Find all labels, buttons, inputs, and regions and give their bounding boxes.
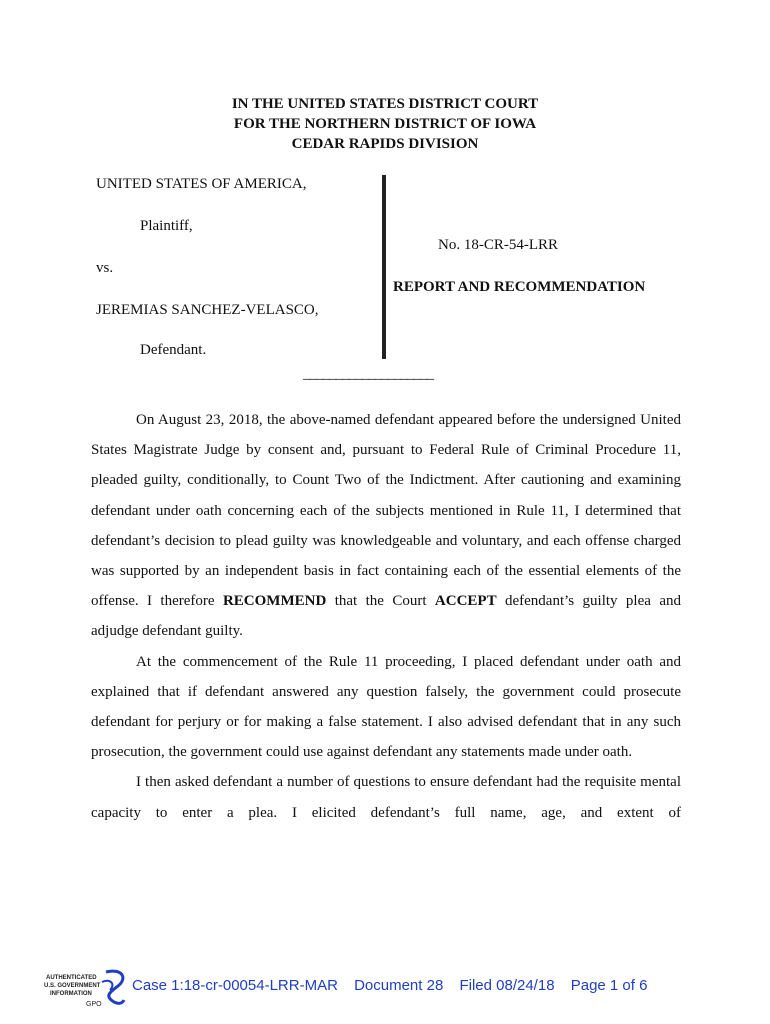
paragraph-1-text-b: that the Court bbox=[326, 593, 435, 610]
paragraph-1-text-c: defendant’s guilty plea and adjudge defendant guilty. bbox=[91, 593, 681, 640]
court-header bbox=[0, 94, 770, 154]
paragraph-1-text-a: On August 23, 2018, the above-named defendant appeared before the undersigned United States Magistrate Judge by consent and, pursuant to Federal Rule of Criminal Procedure 11, pleaded guilty, conditionally, to Count Two of the Indictment. After cautioning and examining defendant under oath concerning each of the subjects mentioned in Rule 11, I determined that defendant’s decision to plead guilty was knowledgeable and voluntary, and each offense charged was supported by an independent basis in fact containing each of the essential elements of the offense. I therefore bbox=[91, 412, 681, 610]
gpo-authentication-seal-icon bbox=[44, 966, 130, 1010]
court-header-line1: IN THE UNITED STATES DISTRICT COURT bbox=[231, 96, 539, 112]
document-body bbox=[91, 405, 681, 828]
svg-text:GPO: GPO bbox=[86, 1001, 102, 1008]
caption-separator: ____________________ bbox=[303, 366, 433, 382]
defendant-role: Defendant. bbox=[140, 342, 207, 358]
paragraph-1 bbox=[91, 405, 681, 647]
defendant-name: JEREMIAS SANCHEZ-VELASCO, bbox=[96, 302, 319, 318]
case-number: No. 18-CR-54-LRR bbox=[438, 237, 558, 253]
versus-label: vs. bbox=[96, 260, 114, 276]
document-title: REPORT AND RECOMMENDATION bbox=[393, 279, 646, 295]
footer-page-number: Page 1 of 6 bbox=[570, 977, 648, 994]
plaintiff-name: UNITED STATES OF AMERICA, bbox=[96, 176, 307, 192]
svg-text:U.S. GOVERNMENT: U.S. GOVERNMENT bbox=[44, 983, 101, 989]
recommend-emphasis: RECOMMEND bbox=[222, 593, 327, 610]
court-header-line2: FOR THE NORTHERN DISTRICT OF IOWA bbox=[233, 116, 537, 132]
footer-filed-date: Filed 08/24/18 bbox=[459, 977, 555, 994]
court-header-line3: CEDAR RAPIDS DIVISION bbox=[291, 136, 479, 152]
filing-footer bbox=[132, 977, 659, 994]
plaintiff-role: Plaintiff, bbox=[140, 218, 193, 234]
paragraph-2: At the commencement of the Rule 11 proceeding, I placed defendant under oath and explained that if defendant answered any question falsely, the government could prosecute defendant for perjury or for making a false statement. I also advised defendant that in any such prosecution, the government could use against defendant any statements made under oath. bbox=[91, 653, 681, 761]
svg-text:AUTHENTICATED: AUTHENTICATED bbox=[46, 975, 97, 981]
footer-case-number: Case 1:18-cr-00054-LRR-MAR bbox=[132, 977, 338, 994]
caption-divider bbox=[382, 175, 386, 359]
paragraph-3: I then asked defendant a number of questions to ensure defendant had the requisite mental capacity to enter a plea. I elicited defendant’s full name, age, and extent of bbox=[91, 774, 681, 821]
svg-text:INFORMATION: INFORMATION bbox=[50, 991, 92, 997]
footer-document: Document 28 bbox=[354, 977, 444, 994]
accept-emphasis: ACCEPT bbox=[434, 593, 497, 610]
